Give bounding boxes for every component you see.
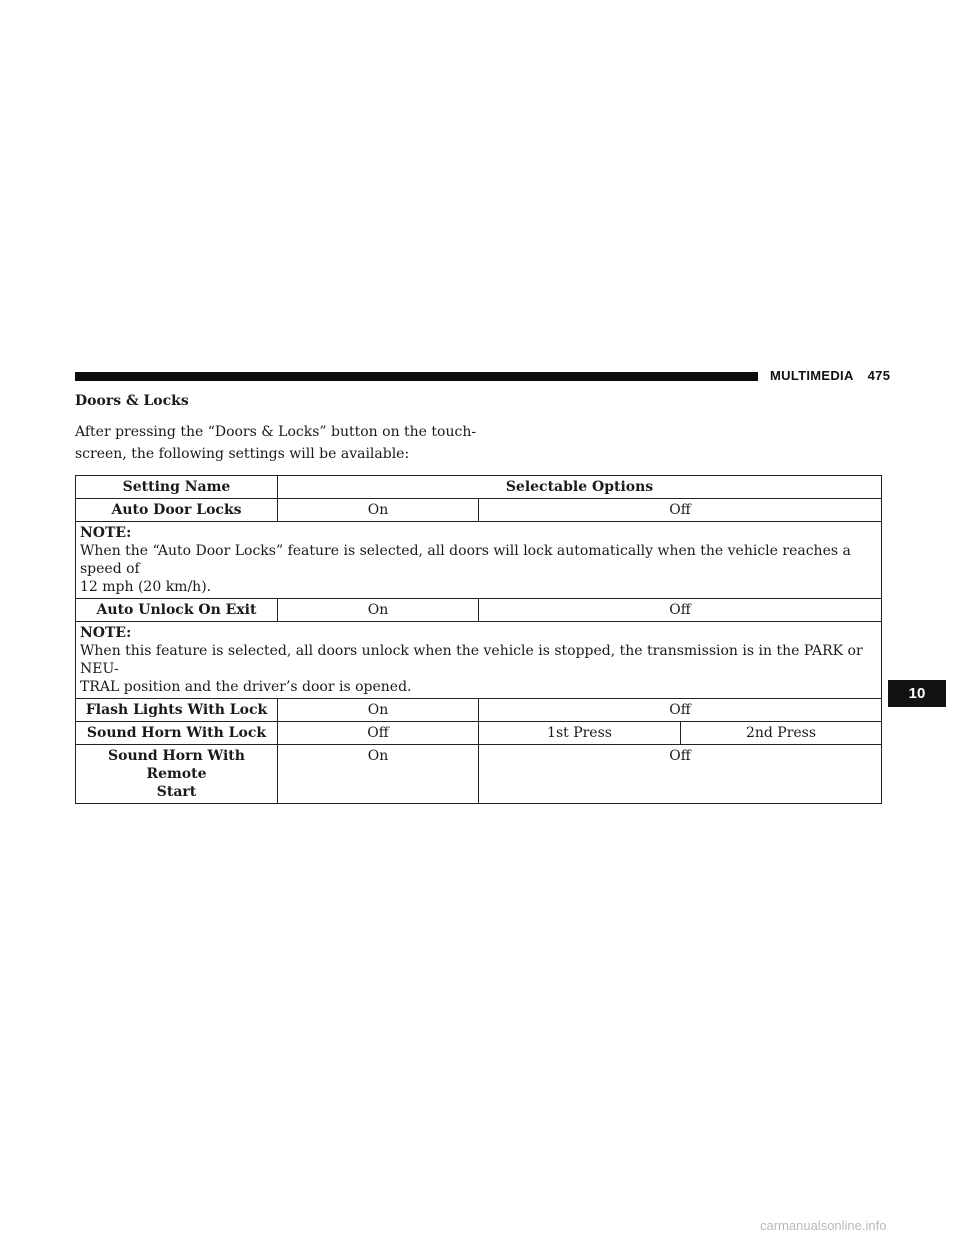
header-rule bbox=[75, 372, 758, 381]
table-header-row bbox=[76, 476, 882, 499]
note-text: TRAL position and the driver’s door is opened. bbox=[80, 679, 412, 695]
settings-table bbox=[75, 475, 882, 804]
note-text: When the “Auto Door Locks” feature is selected, all doors will lock automatically when the vehicle reaches a speed of bbox=[80, 543, 851, 577]
note-row bbox=[76, 522, 882, 599]
table-row bbox=[76, 699, 882, 722]
col-header-options: Selectable Options bbox=[278, 476, 882, 499]
option-cell: Off bbox=[479, 499, 882, 522]
note-text: 12 mph (20 km/h). bbox=[80, 579, 212, 595]
option-cell: 1st Press bbox=[479, 722, 681, 745]
option-cell: 2nd Press bbox=[681, 722, 882, 745]
section-title: Doors & Locks bbox=[75, 393, 189, 409]
option-cell: On bbox=[278, 699, 479, 722]
watermark: carmanualsonline.info bbox=[760, 1218, 887, 1233]
note-cell bbox=[76, 522, 882, 599]
chapter-tab: 10 bbox=[888, 680, 946, 707]
option-cell: On bbox=[278, 499, 479, 522]
setting-name: Auto Door Locks bbox=[76, 499, 278, 522]
header-section: MULTIMEDIA bbox=[770, 368, 854, 383]
running-header bbox=[770, 368, 890, 383]
setting-name: Flash Lights With Lock bbox=[76, 699, 278, 722]
setting-name-line: Start bbox=[156, 784, 197, 800]
setting-name-line: Sound Horn With Remote bbox=[108, 748, 245, 782]
note-label: NOTE: bbox=[80, 625, 132, 641]
setting-name bbox=[76, 745, 278, 804]
intro-line: After pressing the “Doors & Locks” button on the touch- bbox=[75, 424, 477, 440]
col-header-setting: Setting Name bbox=[76, 476, 278, 499]
intro-paragraph bbox=[75, 421, 495, 465]
option-cell: Off bbox=[479, 699, 882, 722]
setting-name: Sound Horn With Lock bbox=[76, 722, 278, 745]
option-cell: Off bbox=[479, 599, 882, 622]
option-cell: On bbox=[278, 745, 479, 804]
intro-line: screen, the following settings will be available: bbox=[75, 446, 410, 462]
table-row bbox=[76, 745, 882, 804]
option-cell: On bbox=[278, 599, 479, 622]
table-row bbox=[76, 499, 882, 522]
note-cell bbox=[76, 622, 882, 699]
note-text: When this feature is selected, all doors unlock when the vehicle is stopped, the transmission is in the PARK or NEU- bbox=[80, 643, 863, 677]
option-cell: Off bbox=[479, 745, 882, 804]
setting-name: Auto Unlock On Exit bbox=[76, 599, 278, 622]
note-label: NOTE: bbox=[80, 525, 132, 541]
table-row bbox=[76, 599, 882, 622]
table-row bbox=[76, 722, 882, 745]
option-cell: Off bbox=[278, 722, 479, 745]
note-row bbox=[76, 622, 882, 699]
page-number: 475 bbox=[867, 368, 891, 383]
